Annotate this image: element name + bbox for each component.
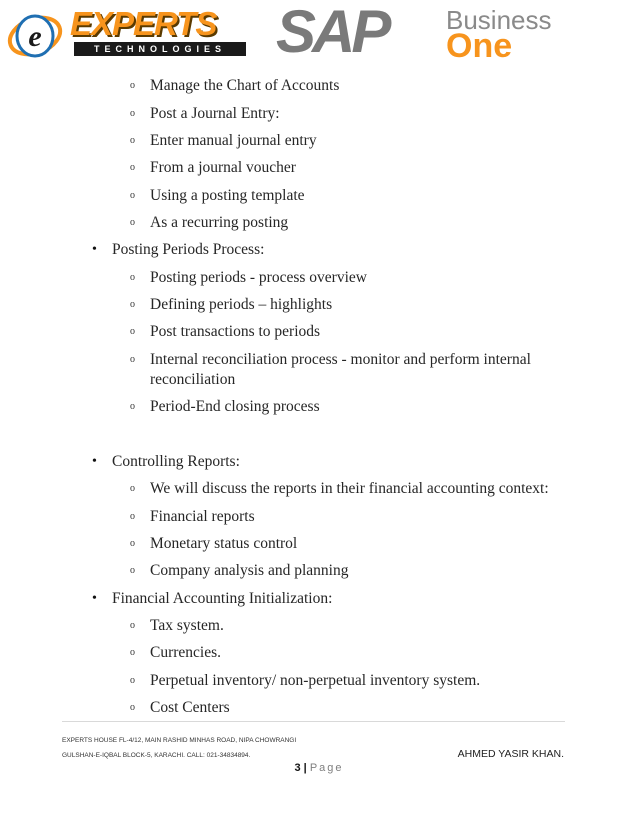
sub-bullet-icon: o bbox=[130, 217, 135, 228]
sub-bullet-icon: o bbox=[130, 675, 135, 686]
footer-address-line1: EXPERTS HOUSE FL-4/12, MAIN RASHID MINHAS ROAD, NIPA CHOWRANGI bbox=[62, 737, 297, 744]
sub-bullet-icon: o bbox=[130, 647, 135, 658]
list-item-text: Posting Periods Process: bbox=[112, 241, 265, 258]
sub-bullet-icon: o bbox=[130, 538, 135, 549]
list-item-text: Perpetual inventory/ non-perpetual inventory system. bbox=[150, 672, 481, 689]
footer-address-line2: GULSHAN-E-IQBAL BLOCK-5, KARACHI. CALL: 021-34834894. bbox=[62, 752, 251, 759]
list-item-text: Tax system. bbox=[150, 617, 224, 634]
list-item-text: Enter manual journal entry bbox=[150, 132, 317, 149]
sub-bullet-icon: o bbox=[130, 162, 135, 173]
sub-bullet-icon: o bbox=[130, 565, 135, 576]
business-one-logo-one: One bbox=[446, 27, 513, 65]
sub-bullet-icon: o bbox=[130, 511, 135, 522]
sub-bullet-icon: o bbox=[130, 326, 135, 337]
list-item-text: Controlling Reports: bbox=[112, 453, 240, 470]
footer-author: AHMED YASIR KHAN. bbox=[457, 748, 564, 760]
sub-bullet-icon: o bbox=[130, 354, 135, 365]
sub-bullet-icon: o bbox=[130, 401, 135, 412]
sub-bullet-icon: o bbox=[130, 483, 135, 494]
list-item-text: Company analysis and planning bbox=[150, 562, 349, 579]
page-number-value: 3 bbox=[294, 762, 301, 774]
sub-bullet-icon: o bbox=[130, 80, 135, 91]
list-item-text: From a journal voucher bbox=[150, 159, 296, 176]
bullet-icon: • bbox=[92, 591, 97, 606]
page-word: Page bbox=[309, 762, 344, 774]
list-item-text: Monetary status control bbox=[150, 535, 298, 552]
list-item-text: Post a Journal Entry: bbox=[150, 105, 280, 122]
list-item-text: Post transactions to periods bbox=[150, 323, 321, 340]
sub-bullet-icon: o bbox=[130, 702, 135, 713]
bullet-icon: • bbox=[92, 242, 97, 257]
list-item-text: As a recurring posting bbox=[150, 214, 289, 231]
experts-logo-word: EXPERTS bbox=[70, 8, 217, 40]
bullet-icon: • bbox=[92, 454, 97, 469]
sub-bullet-icon: o bbox=[130, 135, 135, 146]
list-item-text: Financial Accounting Initialization: bbox=[112, 590, 333, 607]
sub-bullet-icon: o bbox=[130, 272, 135, 283]
business-one-logo-business: Business bbox=[446, 5, 552, 35]
sub-bullet-icon: o bbox=[130, 108, 135, 119]
svg-text:e: e bbox=[28, 20, 42, 53]
list-item-text: Internal reconciliation process - monitor and perform internal reconciliation bbox=[150, 351, 531, 388]
list-item-text: Currencies. bbox=[150, 644, 222, 661]
sub-bullet-icon: o bbox=[130, 190, 135, 201]
experts-e-logo-icon bbox=[6, 10, 64, 60]
page-number bbox=[0, 762, 638, 774]
page-header bbox=[0, 0, 638, 66]
list-item-text: Period-End closing process bbox=[150, 398, 320, 415]
sub-bullet-icon: o bbox=[130, 299, 135, 310]
list-item-text: Cost Centers bbox=[150, 699, 230, 716]
experts-logo-subtitle: TECHNOLOGIES bbox=[74, 42, 246, 56]
sub-bullet-icon: o bbox=[130, 620, 135, 631]
list-item-text: Defining periods – highlights bbox=[150, 296, 333, 313]
list-item-text: We will discuss the reports in their financial accounting context: bbox=[150, 480, 549, 497]
sap-logo-word: SAP bbox=[276, 4, 388, 60]
list-item-text: Posting periods - process overview bbox=[150, 269, 367, 286]
list-item-text: Manage the Chart of Accounts bbox=[150, 77, 340, 94]
page-number-separator: | bbox=[303, 762, 307, 774]
footer-divider bbox=[62, 721, 565, 722]
list-item-text: Using a posting template bbox=[150, 187, 305, 204]
list-item-text: Financial reports bbox=[150, 508, 255, 525]
